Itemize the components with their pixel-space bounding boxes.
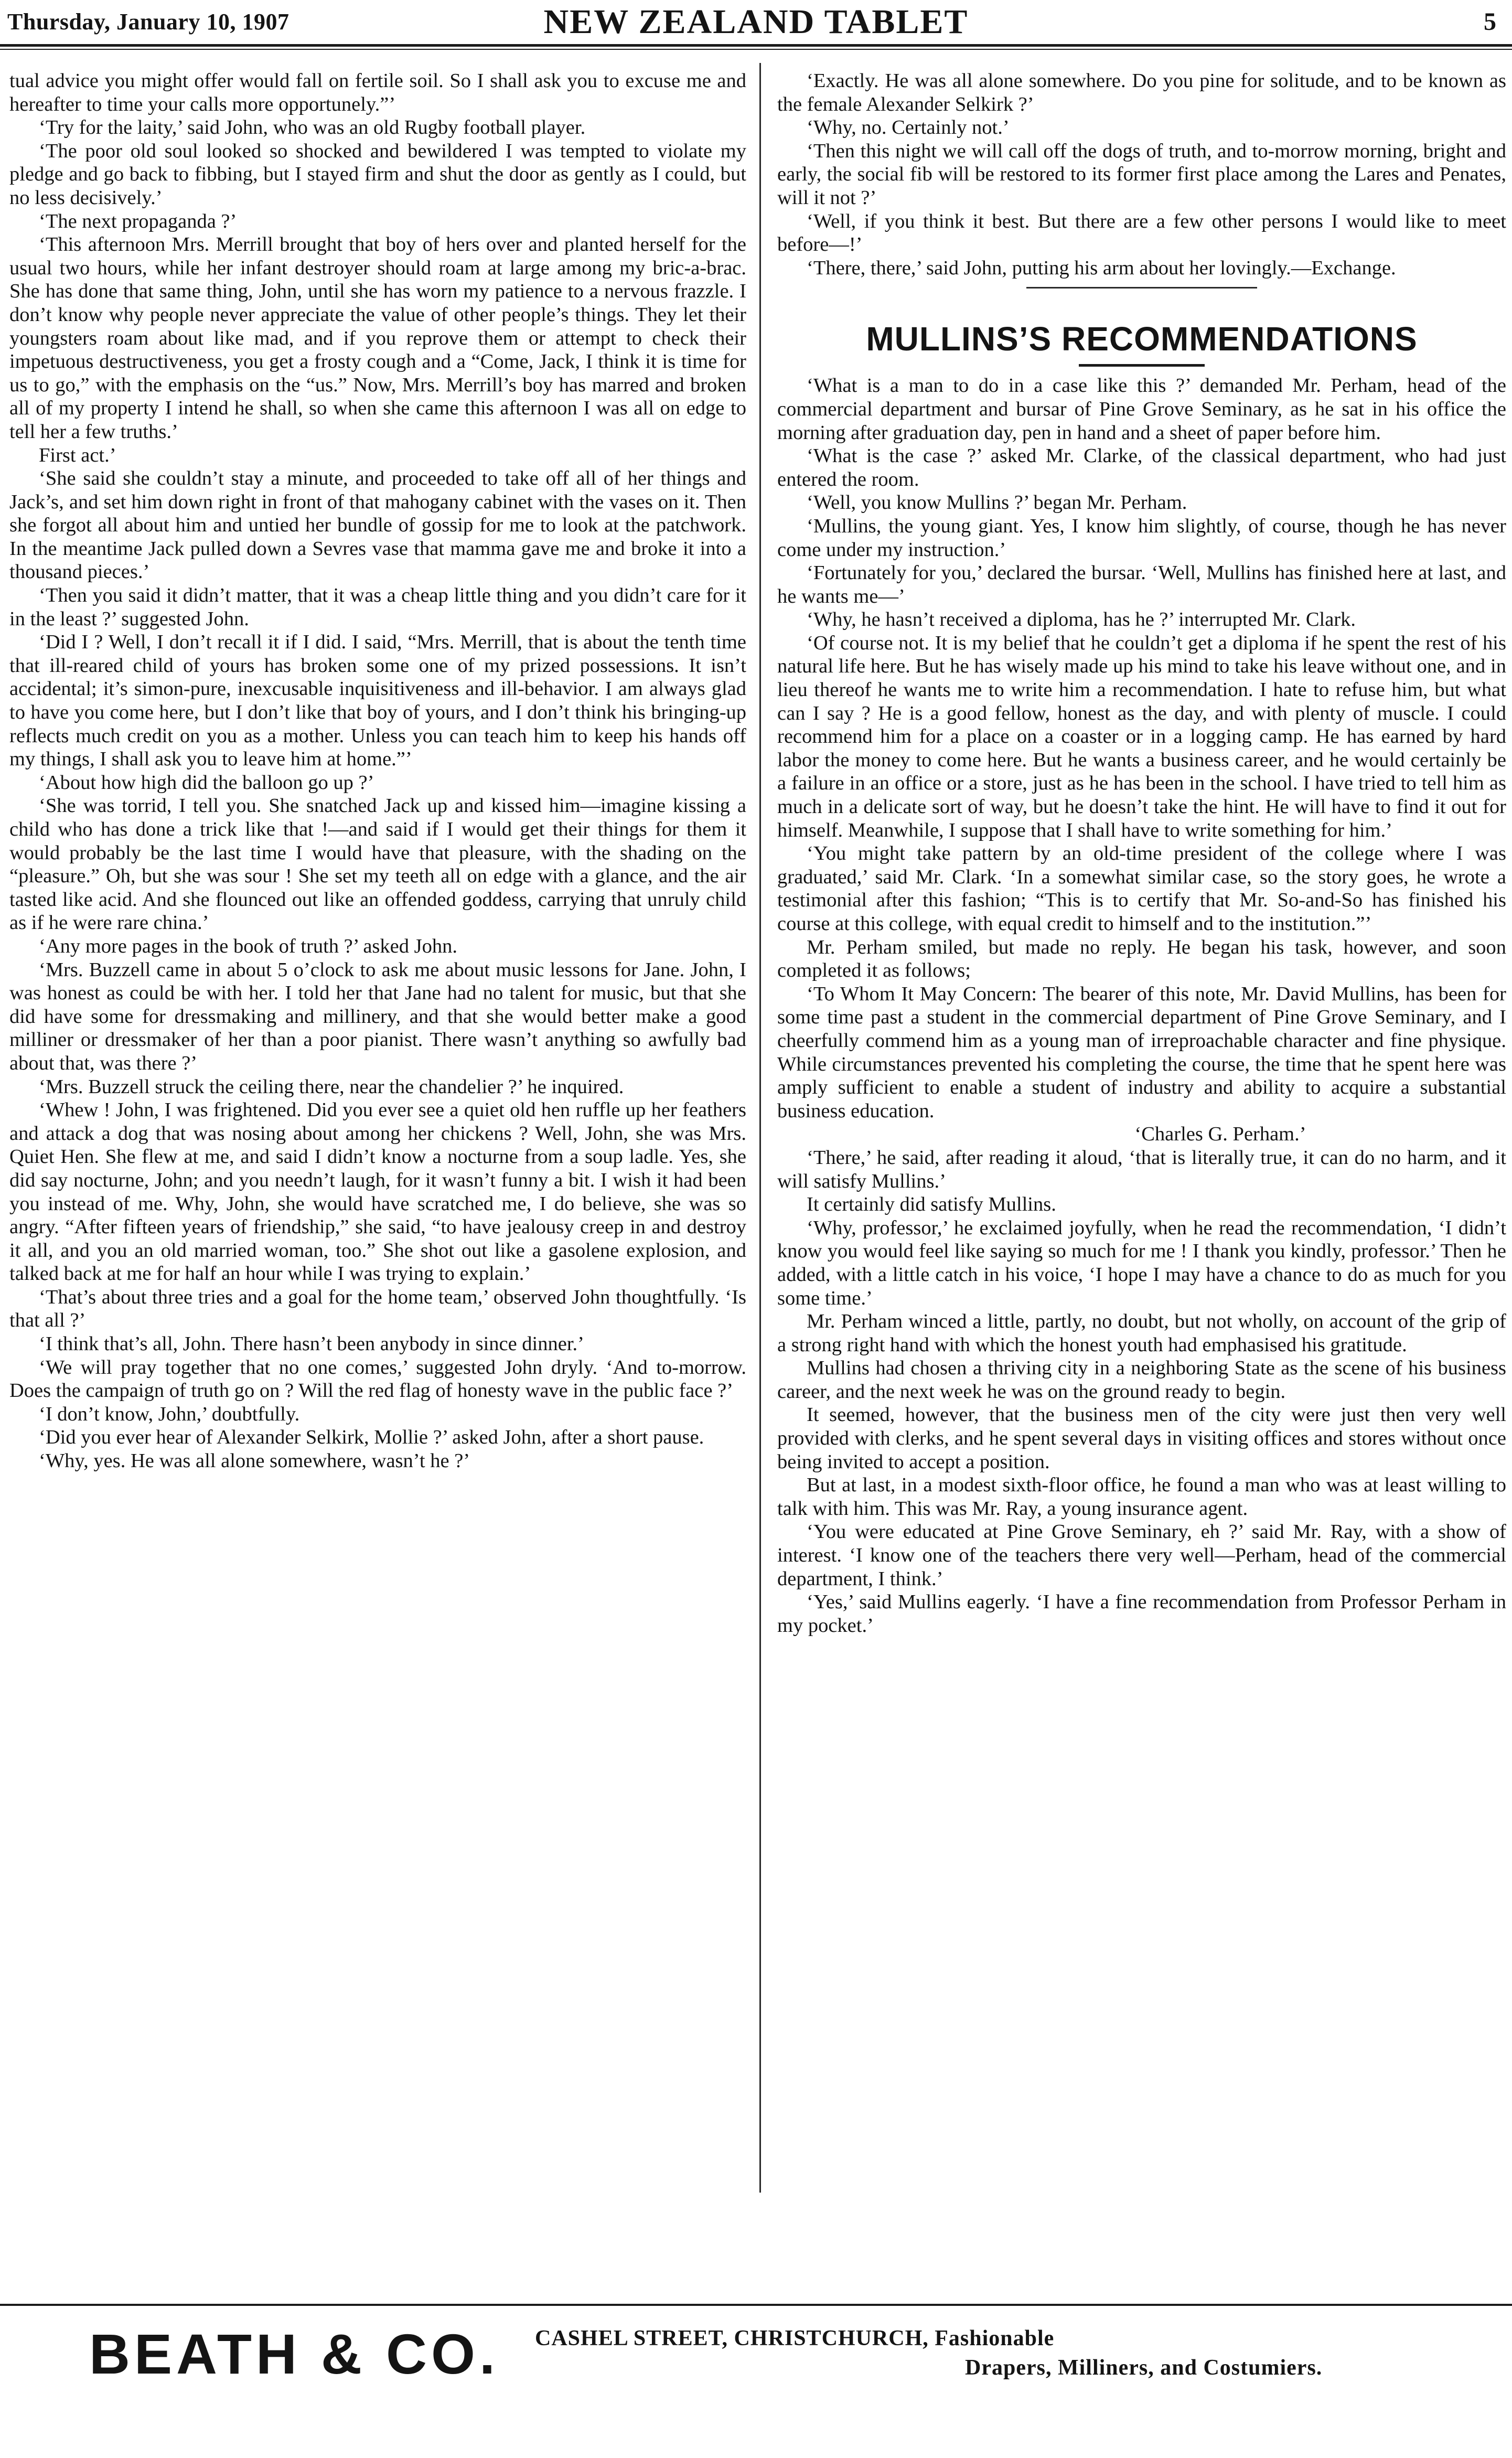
paragraph: ‘Why, professor,’ he exclaimed joyfully, when he read the recommendation, ‘I didn’t know you would feel like saying so much for me ! I thank you kindly, professor.’ Then he added, with a little catch in his voice, ‘I hope I may have a chance to do as much for you some time.’ [777,1216,1506,1309]
paragraph: ‘Exactly. He was all alone somewhere. Do you pine for solitude, and to be known as the female Alexander Selkirk ?’ [777,70,1506,115]
paragraph: ‘Why, he hasn’t received a diploma, has he ?’ interrupted Mr. Clark. [807,608,1356,631]
paragraph: ‘She was torrid, I tell you. She snatched Jack up and kissed him—imagine kissing a child who has done a trick like that !—and said if I would get their things for them it would probably be the last time I would have that pleasure, with the shading on the “pleasure.” Oh, but she was sour ! She set my teeth all on edge with a glance, and the air tasted like acid. And she flounced out like an offended goddess, carrying that unruly child as if he were rare china.’ [9,795,746,934]
column-divider [759,63,761,2193]
advertiser-trade: Drapers, Milliners, and Costumiers. [965,2356,1323,2380]
paragraph: Mullins had chosen a thriving city in a neighboring State as the scene of his business career, and the next week he was on the ground ready to begin. [777,1357,1506,1403]
paragraph: ‘You were educated at Pine Grove Seminary, eh ?’ said Mr. Ray, with a show of interest. ‘I know one of the teachers there very well—Perham, head of the commercial department, I think.’ [777,1521,1506,1590]
paragraph: ‘I think that’s all, John. There hasn’t been anybody in since dinner.’ [39,1333,584,1355]
advertisement-footer [0,2313,1512,2450]
paragraph: Mr. Perham smiled, but made no reply. He began his task, however, and soon completed it as follows; [777,936,1506,982]
publication-title: NEW ZEALAND TABLET [543,3,969,41]
masthead [0,3,1512,43]
paragraph: Mr. Perham winced a little, partly, no doubt, but not wholly, on account of the grip of a strong right hand with which the honest youth had emphasised his gratitude. [777,1310,1506,1356]
paragraph: ‘Mrs. Buzzell struck the ceiling there, near the chandelier ?’ he inquired. [39,1075,624,1098]
letter-signature: ‘Charles G. Perham.’ [1134,1123,1306,1146]
paragraph: ‘Then this night we will call off the dogs of truth, and to-morrow morning, bright and early, the social fib will be restored to its former first place among the Lares and Penates, will it not ?’ [777,140,1506,209]
paragraph: ‘The poor old soul looked so shocked and bewildered I was tempted to violate my pledge and go back to fibbing, but I stayed firm and shut the door as gently as I could, but no less decisively.’ [9,140,746,209]
paragraph: ‘That’s about three tries and a goal for the home team,’ observed John thoughtfully. ‘Is that all ?’ [9,1286,746,1332]
article-title-rule [1079,364,1205,367]
article-body-continued [777,1146,1506,1637]
paragraph: ‘There, there,’ said John, putting his arm about her lovingly.—Exchange. [807,257,1396,279]
paragraph: ‘Of course not. It is my belief that he couldn’t get a diploma if he spent the rest of his natural life here. But he has wisely made up his mind to take his leave without one, and in lieu thereof he wants me to write him a recommendation. I hate to refuse him, but what can I say ? He is a good fellow, honest as the day, and with plenty of muscle. I could recommend him for a place on a coaster or in a logging camp. He has earned by hard labor the money to come here. But he wants a business career, and he would certainly be a failure in an office or a store, just as he has been in the school. I have tried to tell him as much in a delicate sort of way, but he doesn’t take the hint. He will have to find it out for himself. Meanwhile, I suppose that I shall have to write something for him.’ [777,632,1506,841]
paragraph: ‘The next propaganda ?’ [39,210,237,232]
article-heading [777,319,1506,367]
paragraph: It seemed, however, that the business men of the city were just then very well provided with clerks, and he spent several days in visiting offices and stores without once being invited to accept a position. [777,1404,1506,1473]
paragraph: ‘Well, you know Mullins ?’ began Mr. Perham. [807,491,1187,514]
paragraph: But at last, in a modest sixth-floor office, he found a man who was at least willing to talk with him. This was Mr. Ray, a young insurance agent. [777,1474,1506,1520]
left-column [9,69,746,1473]
paragraph: ‘Try for the laity,’ said John, who was an old Rugby football player. [39,116,586,139]
paragraph: tual advice you might offer would fall on fertile soil. So I shall ask you to excuse me and hereafter to time your calls more opportunely.”’ [9,70,746,115]
advertiser-address: CASHEL STREET, CHRISTCHURCH, Fashionable [535,2326,1055,2350]
paragraph: ‘What is a man to do in a case like this ?’ demanded Mr. Perham, head of the commercial department and bursar of Pine Grove Seminary, as he sat in his office the morning after graduation day, pen in hand and a sheet of paper before him. [777,375,1506,444]
story-continuation [777,69,1506,280]
right-column [777,69,1506,1637]
paragraph: ‘Why, yes. He was all alone somewhere, wasn’t he ?’ [39,1450,470,1472]
paragraph: ‘Well, if you think it best. But there are a few other persons I would like to meet before—!’ [777,210,1506,256]
masthead-rule-thin [0,49,1512,50]
article-title: MULLINS’S RECOMMENDATIONS [866,320,1418,358]
masthead-rule [0,44,1512,47]
paragraph: ‘There,’ he said, after reading it aloud, ‘that is literally true, it can do no harm, and it will satisfy Mullins.’ [777,1146,1506,1192]
paragraph: ‘About how high did the balloon go up ?’ [39,771,374,794]
paragraph: ‘I don’t know, John,’ doubtfully. [39,1403,300,1425]
paragraph: ‘We will pray together that no one comes,’ suggested John dryly. ‘And to-morrow. Does the campaign of truth go on ? Will the red flag of honesty wave in the public face ?’ [9,1356,746,1402]
paragraph: It certainly did satisfy Mullins. [807,1193,1056,1216]
paragraph: ‘Yes,’ said Mullins eagerly. ‘I have a fine recommendation from Professor Perham in my pocket.’ [777,1591,1506,1637]
paragraph: ‘Whew ! John, I was frightened. Did you ever see a quiet old hen ruffle up her feathers and attack a dog that was nosing about among her chickens ? Well, John, she was Mrs. Quiet Hen. She flew at me, and said I didn’t know a nocturne from a soup ladle. Yes, she did say nocturne, John; and you needn’t laugh, for it wasn’t funny a bit. I wish it had been you instead of me. Why, John, she would have scratched me, I do believe, she was so angry. “After fifteen years of friendship,” she said, “to have jealousy creep in and destroy it all, and you an old married woman, too.” She shot out like a gasolene explosion, and talked back at me for half an hour while I was trying to explain.’ [9,1099,746,1285]
story-end-rule [1026,287,1257,288]
paragraph: ‘Mullins, the young giant. Yes, I know him slightly, of course, though he has never come under my instruction.’ [777,515,1506,561]
paragraph: ‘Why, no. Certainly not.’ [807,116,1010,139]
paragraph: ‘She said she couldn’t stay a minute, and proceeded to take off all of her things and Jack’s, and set him down right in front of that mahogany cabinet with the vases on it. Then she forgot all about him and untied her bundle of gossip for me to look at the patchwork. In the meantime Jack pulled down a Sevres vase that mamma gave me and broke it into a thousand pieces.’ [9,467,746,583]
paragraph: ‘Fortunately for you,’ declared the bursar. ‘Well, Mullins has finished here at last, and he wants me—’ [777,562,1506,607]
paragraph: ‘Did you ever hear of Alexander Selkirk, Mollie ?’ asked John, after a short pause. [39,1426,704,1449]
footer-rule [0,2304,1512,2306]
paragraph: ‘Any more pages in the book of truth ?’ asked John. [39,935,457,957]
paragraph: ‘What is the case ?’ asked Mr. Clarke, of the classical department, who had just entered the room. [777,445,1506,490]
paragraph: ‘To Whom It May Concern: The bearer of this note, Mr. David Mullins, has been for some time past a student in the commercial department of Pine Grove Seminary, and I cheerfully commend him as a young man of irreproachable character and fine physique. While circumstances prevented his completing the course, the time that he spent here was amply sufficient to enable a student of industry and ability to acquire a substantial business education. [777,982,1506,1122]
issue-date: Thursday, January 10, 1907 [7,9,289,35]
page-number: 5 [1484,8,1496,36]
advertiser-name: BEATH & CO. [89,2322,499,2386]
article-body [777,374,1506,1123]
paragraph: ‘This afternoon Mrs. Merrill brought that boy of hers over and planted herself for the usual two hours, while her infant destroyer should roam at large among my bric-a-brac. She has done that same thing, John, until she has worn my patience to a nervous frazzle. I don’t know why people never appreciate the value of other people’s things. They let their youngsters roam about like mad, and if you reprove them or attempt to check their impetuous destructiveness, you get a frosty cough and a “Come, Jack, I think it is time for us to go,” with the emphasis on the “us.” Now, Mrs. Merrill’s boy has marred and broken all of my property I intend he shall, so when she came this afternoon I was all on edge to tell her a few truths.’ [9,233,746,443]
paragraph: ‘Did I ? Well, I don’t recall it if I did. I said, “Mrs. Merrill, that is about the tenth time that ill-reared child of yours has broken some one of my prized possessions. It isn’t accidental; it’s simon-pure, inexcusable inquisitiveness and ill-behavior. I am always glad to have you come here, but I don’t like that boy of yours, and I don’t think his bringing-up reflects much credit on you as a mother. Unless you can teach him to keep his hands off my things, I shall ask you to leave him at home.”’ [9,631,746,771]
paragraph: First act.’ [39,444,116,466]
paragraph: ‘Then you said it didn’t matter, that it was a cheap little thing and you didn’t care for it in the least ?’ suggested John. [9,584,746,630]
paragraph: ‘Mrs. Buzzell came in about 5 o’clock to ask me about music lessons for Jane. John, I was honest as could be with her. I told her that Jane had no talent for music, but that she did have some for dressmaking and millinery, and that she would better make a good milliner or dressmaker of her than a poor pianist. There wasn’t anything so awfully bad about that, was there ?’ [9,958,746,1074]
paragraph: ‘You might take pattern by an old-time president of the college where I was graduated,’ said Mr. Clark. ‘In a somewhat similar case, so the story goes, he wrote a testimonial after this fashion; “This is to certify that Mr. So-and-So has finished his course at this college, with equal credit to himself and to the institution.”’ [777,842,1506,935]
